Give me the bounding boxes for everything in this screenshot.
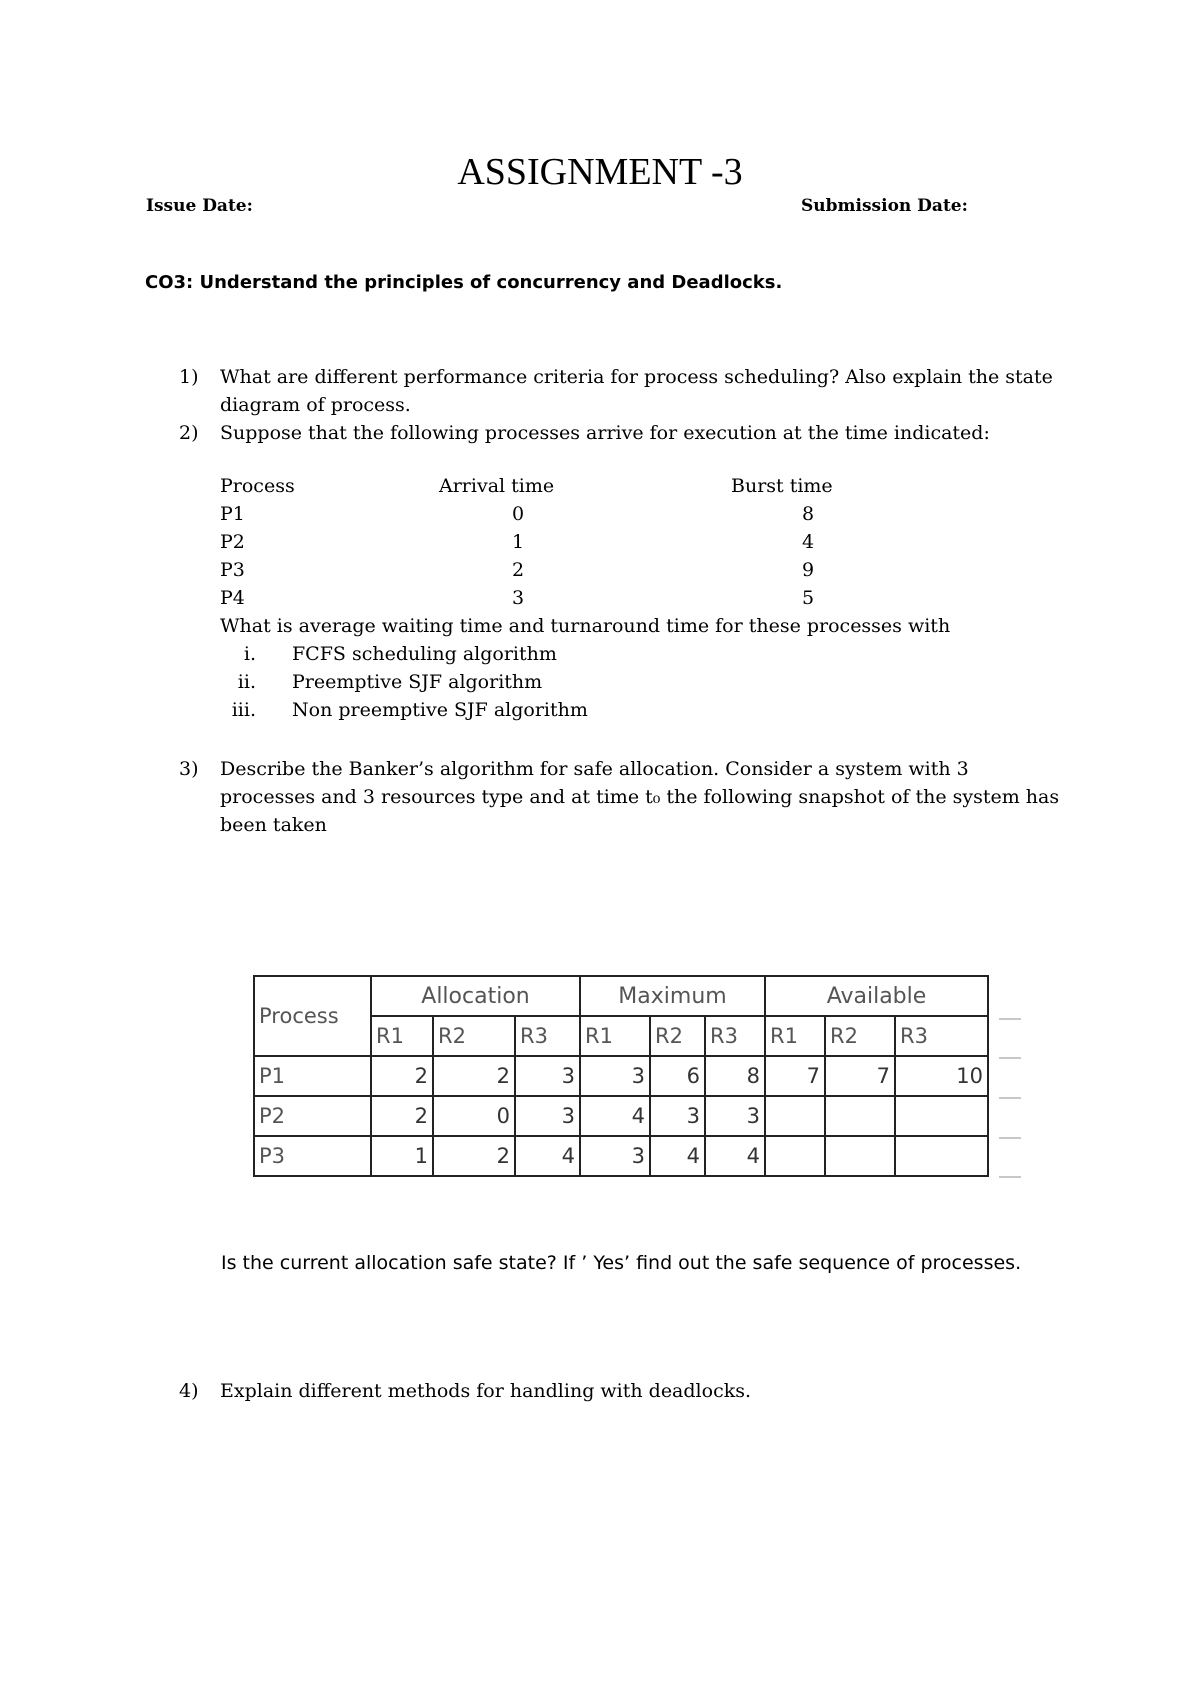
safe-state-question: Is the current allocation safe state? If ’ Yes’ find out the safe sequence of processes. [221,1252,1022,1274]
value-cell: 3 [650,1096,705,1136]
submission-date-label: Submission Date: [801,196,968,216]
process-table-row: P2 [220,531,245,553]
algorithm-number: iii. [231,699,256,721]
value-cell: 4 [515,1136,580,1176]
resource-header: R3 [895,1016,988,1056]
table-row [254,1136,988,1176]
maximum-header: Maximum [580,976,765,1016]
resource-header: R2 [650,1016,705,1056]
value-cell: 7 [765,1056,825,1096]
value-cell: 2 [433,1136,515,1176]
question-line: processes and 3 resources type and at time t₀ the following snapshot of the system has [220,786,1060,808]
grid-remnant [999,1097,1021,1099]
resource-header: R3 [705,1016,765,1056]
arrival-time-cell: 2 [512,559,525,581]
arrival-time-cell: 1 [512,531,525,553]
value-cell: 2 [371,1056,433,1096]
question-number: 2) [179,422,199,444]
value-cell: 10 [895,1056,988,1096]
algorithm-item [226,699,826,727]
burst-time-cell: 9 [802,559,815,581]
process-cell: P1 [254,1056,371,1096]
value-cell [825,1136,895,1176]
question-4 [179,1377,1059,1405]
value-cell [895,1096,988,1136]
arrival-time-cell: 3 [512,587,525,609]
value-cell: 3 [515,1096,580,1136]
resource-header: R3 [515,1016,580,1056]
value-cell: 7 [825,1056,895,1096]
burst-time-cell: 4 [802,531,815,553]
page-title: ASSIGNMENT -3 [457,151,743,193]
value-cell: 4 [705,1136,765,1176]
value-cell [895,1136,988,1176]
allocation-header: Allocation [371,976,580,1016]
grid-remnant [999,1137,1021,1139]
process-table-header-process: Process [220,475,295,497]
value-cell: 8 [705,1056,765,1096]
value-cell: 6 [650,1056,705,1096]
resource-header: R2 [433,1016,515,1056]
process-header: Process [254,976,371,1056]
grid-remnant [999,1018,1021,1020]
question-line: Describe the Banker’s algorithm for safe allocation. Consider a system with 3 [220,758,969,780]
process-cell: P3 [254,1136,371,1176]
table-row [254,1056,988,1096]
value-cell: 1 [371,1136,433,1176]
algorithm-text: Non preemptive SJF algorithm [292,699,588,721]
value-cell: 3 [515,1056,580,1096]
question-number: 3) [179,758,199,780]
algorithm-item [226,643,826,671]
table-row [254,1096,988,1136]
burst-time-cell: 8 [802,503,815,525]
process-table-header-burst: Burst time [731,475,833,497]
value-cell: 3 [580,1056,650,1096]
resource-header: R2 [825,1016,895,1056]
arrival-time-cell: 0 [512,503,525,525]
question-line: been taken [220,814,327,836]
grid-remnant [999,1176,1021,1178]
algorithm-text: Preemptive SJF algorithm [292,671,543,693]
question-2 [179,419,1059,447]
question-1 [179,363,1059,419]
value-cell: 3 [580,1136,650,1176]
value-cell: 4 [650,1136,705,1176]
question-line: What are different performance criteria for process scheduling? Also explain the state [220,366,1053,388]
algorithm-number: ii. [237,671,256,693]
issue-date-label: Issue Date: [146,196,253,216]
resource-header: R1 [765,1016,825,1056]
process-table-row: P1 [220,503,245,525]
value-cell: 4 [580,1096,650,1136]
value-cell [825,1096,895,1136]
grid-remnant [999,1057,1021,1059]
resource-header: R1 [371,1016,433,1056]
algorithm-item [226,671,826,699]
value-cell [765,1136,825,1176]
question-number: 1) [179,366,199,388]
process-table-row: P3 [220,559,245,581]
available-header: Available [765,976,988,1016]
question-3 [179,755,1059,839]
value-cell: 3 [705,1096,765,1136]
value-cell: 2 [433,1056,515,1096]
value-cell: 2 [371,1096,433,1136]
question-line: Explain different methods for handling with deadlocks. [220,1380,752,1402]
value-cell: 0 [433,1096,515,1136]
q2-followup: What is average waiting time and turnaround time for these processes with [220,615,951,637]
value-cell [765,1096,825,1136]
process-cell: P2 [254,1096,371,1136]
bankers-table [253,975,989,1177]
algorithm-text: FCFS scheduling algorithm [292,643,557,665]
algorithm-number: i. [243,643,256,665]
question-number: 4) [179,1380,199,1402]
resource-header: R1 [580,1016,650,1056]
question-line: Suppose that the following processes arrive for execution at the time indicated: [220,422,990,444]
course-outcome: CO3: Understand the principles of concurrency and Deadlocks. [145,272,783,293]
burst-time-cell: 5 [802,587,815,609]
question-line: diagram of process. [220,394,411,416]
process-table-header-arrival: Arrival time [439,475,555,497]
process-table-row: P4 [220,587,245,609]
